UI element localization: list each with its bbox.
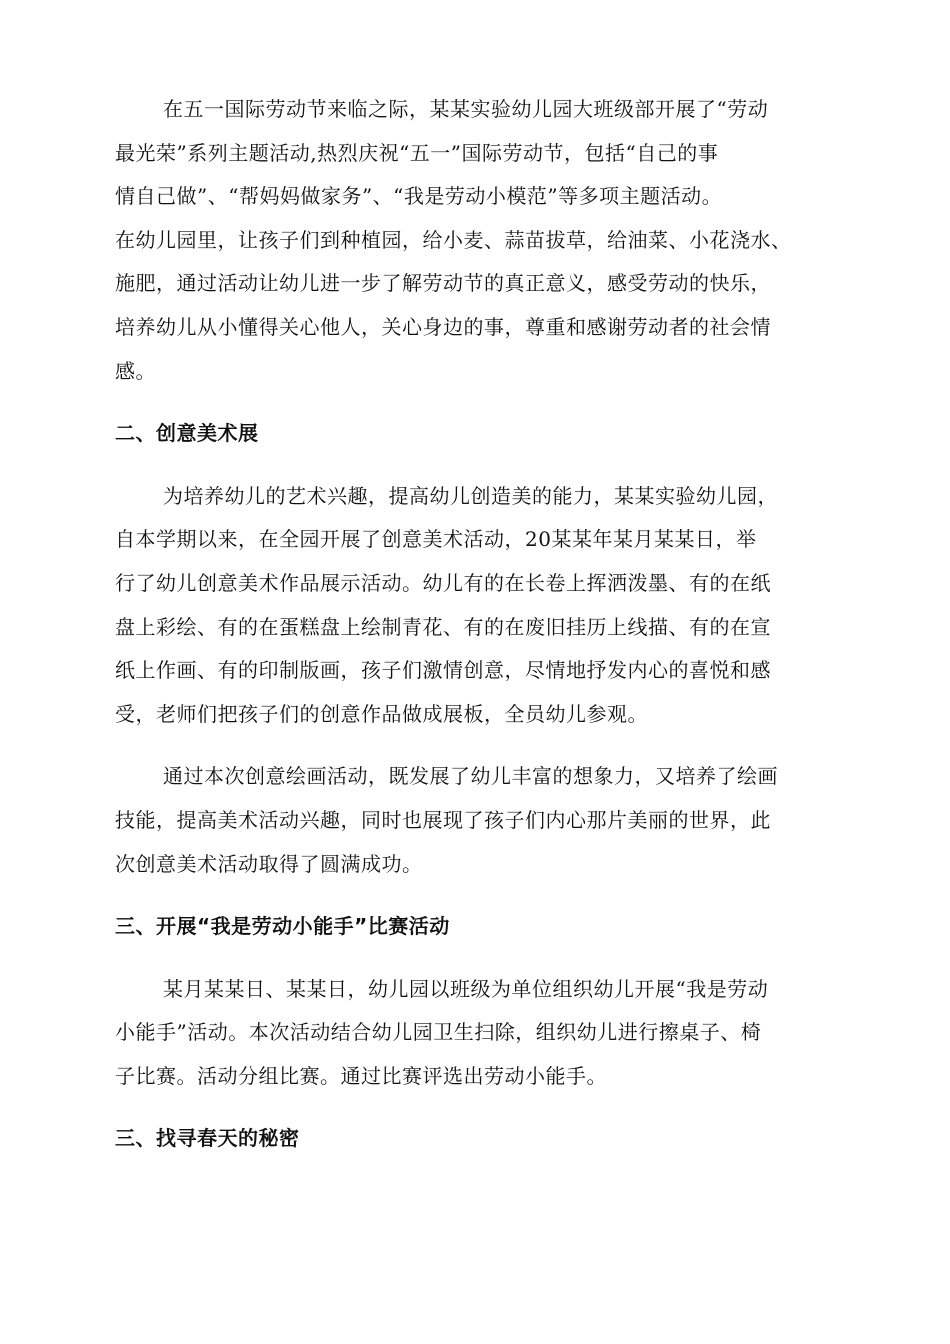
paragraph-line: 盘上彩绘、有的在蛋糕盘上绘制青花、有的在废旧挂历上线描、有的在宣 (115, 614, 771, 639)
paragraph-labor-day (115, 88, 837, 393)
paragraph-line: 情自己做”、“帮妈妈做家务”、“我是劳动小模范”等多项主题活动。 (115, 184, 723, 209)
paragraph-line: 次创意美术活动取得了圆满成功。 (115, 851, 423, 876)
paragraph-line: 通过本次创意绘画活动，既发展了幼儿丰富的想象力，又培养了绘画 (163, 764, 778, 789)
paragraph-line: 在五一国际劳动节来临之际，某某实验幼儿园大班级部开展了“劳动 (163, 97, 769, 121)
section-heading-spring-secrets: 三、找寻春天的秘密 (115, 1126, 300, 1151)
paragraph-line: 在幼儿园里，让孩子们到种植园，给小麦、蒜苗拔草，给油菜、小花浇水、 (115, 227, 792, 252)
paragraph-line: 行了幼儿创意美术作品展示活动。幼儿有的在长卷上挥洒泼墨、有的在纸 (115, 570, 771, 595)
paragraph-line: 自本学期以来，在全园开展了创意美术活动，20某某年某月某某日，举 (115, 527, 757, 552)
paragraph-line: 为培养幼儿的艺术兴趣，提高幼儿创造美的能力，某某实验幼儿园， (163, 483, 778, 508)
paragraph-labor-contest (115, 968, 837, 1099)
paragraph-line: 施肥，通过活动让幼儿进一步了解劳动节的真正意义，感受劳动的快乐， (115, 271, 771, 296)
paragraph-line: 培养幼儿从小懂得关心他人，关心身边的事，尊重和感谢劳动者的社会情 (115, 314, 771, 339)
section-heading-labor-contest: 三、开展“我是劳动小能手”比赛活动 (115, 914, 450, 939)
paragraph-line: 子比赛。活动分组比赛。通过比赛评选出劳动小能手。 (115, 1063, 607, 1088)
paragraph-art-exhibition (115, 475, 837, 737)
paragraph-line: 纸上作画、有的印制版画，孩子们激情创意，尽情地抒发内心的喜悦和感 (115, 658, 771, 683)
paragraph-line: 某月某某日、某某日，幼儿园以班级为单位组织幼儿开展“我是劳动 (163, 976, 769, 1001)
paragraph-line: 技能，提高美术活动兴趣，同时也展现了孩子们内心那片美丽的世界，此 (115, 807, 771, 832)
paragraph-line: 感。 (115, 358, 156, 383)
document-body (115, 88, 837, 1180)
section-heading-art-exhibition: 二、创意美术展 (115, 421, 259, 446)
paragraph-art-summary (115, 755, 837, 886)
paragraph-line: 最光荣”系列主题活动,热烈庆祝“五一”国际劳动节，包括“自己的事 (115, 140, 719, 165)
paragraph-line: 受，老师们把孩子们的创意作品做成展板，全员幼儿参观。 (115, 701, 648, 726)
paragraph-line: 小能手”活动。本次活动结合幼儿园卫生扫除，组织幼儿进行擦桌子、椅 (115, 1020, 762, 1045)
